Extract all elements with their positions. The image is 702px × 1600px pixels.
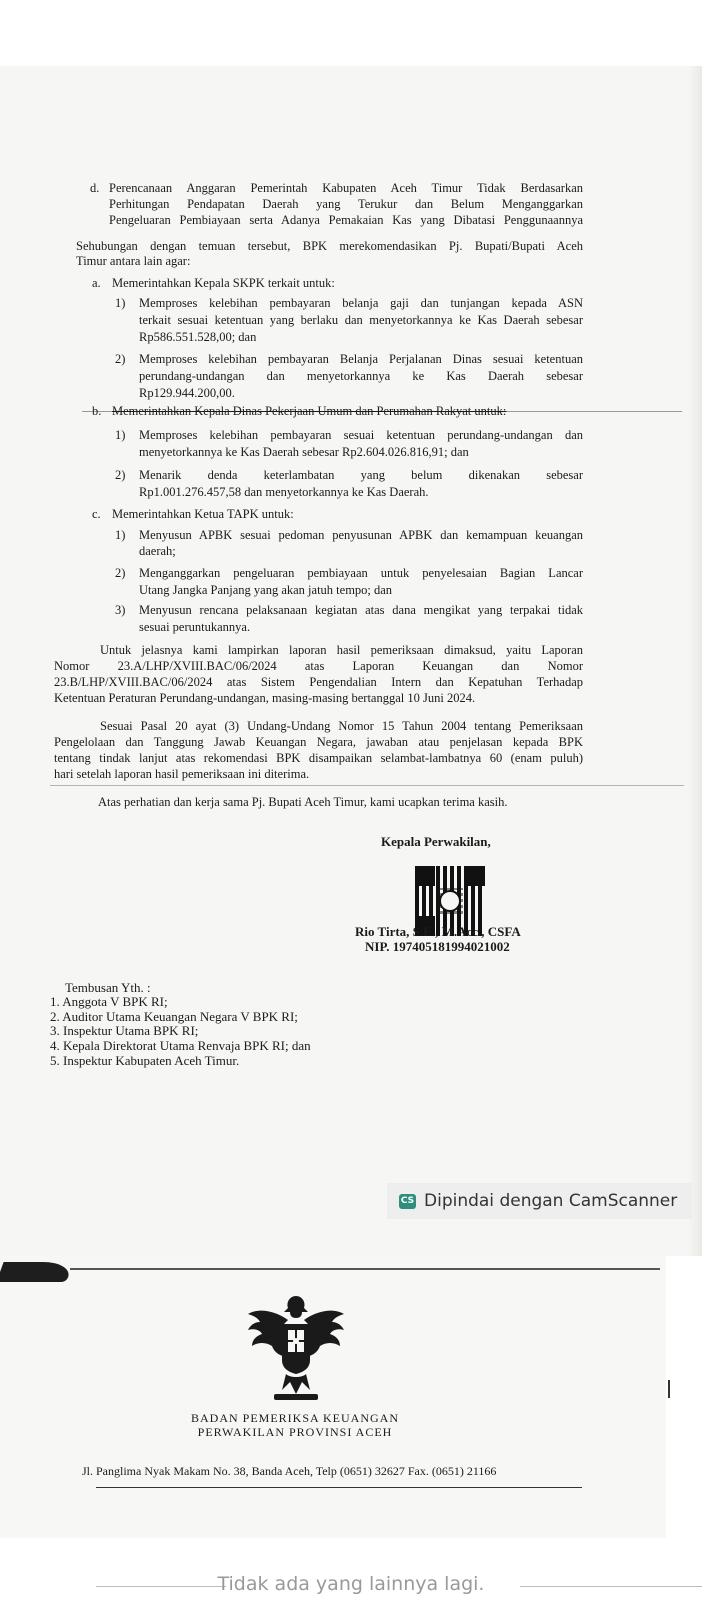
- camscanner-label: Dipindai dengan CamScanner: [424, 1191, 678, 1211]
- item-a1-line: Memproses kelebihan pembayaran belanja gaji dan tunjangan kepada ASN: [139, 296, 583, 310]
- item-b1-line: menyetorkannya ke Kas Daerah sebesar Rp2.604.026.816,91; dan: [139, 445, 469, 459]
- paragraph-law-line: hari setelah laporan hasil pemeriksaan ini diterima.: [54, 767, 310, 781]
- garuda-emblem-icon: [244, 1290, 348, 1402]
- item-c3-line: sesuai peruntukannya.: [139, 620, 251, 634]
- item-b2-line: Rp1.001.276.457,58 dan menyetorkannya ke Kas Daerah.: [139, 485, 429, 499]
- item-b1-num: 1): [115, 428, 126, 442]
- item-a2-line: perundang-undangan dan menyetorkannya ke Kas Daerah sebesar: [139, 369, 583, 383]
- paragraph-law-line: Pengelolaan dan Tanggung Jawab Keuangan Negara, jawaban atau penjelasan kepada BPK: [54, 735, 583, 749]
- item-b-label: b.: [92, 404, 102, 418]
- item-c2-line: Utang Jangka Panjang yang akan jatuh tempo; dan: [139, 583, 393, 597]
- item-a1-line: Rp586.551.528,00; dan: [139, 330, 257, 344]
- page-edge-shadow: [688, 66, 702, 1256]
- scan-edge-mark: [668, 1380, 670, 1398]
- item-a1-num: 1): [115, 296, 126, 310]
- letterhead-org-line1: BADAN PEMERIKSA KEUANGAN: [190, 1411, 399, 1425]
- paragraph-attachment-line: 23.B/LHP/XVIII.BAC/06/2024 atas Sistem Pengendalian Intern dan Kepatuhan Terhadap: [54, 675, 583, 689]
- paragraph-attachment-line: Untuk jelasnya kami lampirkan laporan hasil pemeriksaan dimaksud, yaitu Laporan: [100, 643, 583, 657]
- item-a2-num: 2): [115, 352, 126, 366]
- item-b1-line: Memproses kelebihan pembayaran sesuai ketentuan perundang-undangan dan: [139, 428, 583, 442]
- item-c2-num: 2): [115, 566, 126, 580]
- item-d-line: Perencanaan Anggaran Pemerintah Kabupaten Aceh Timur Tidak Berdasarkan: [109, 181, 583, 195]
- item-a1-line: terkait sesuai ketentuan yang berlaku dan menyetorkannya ke Kas Daerah sebesar: [139, 313, 583, 327]
- item-a2-line: Rp129.944.200,00.: [139, 386, 235, 400]
- signatory-nip: NIP. 197405181994021002: [365, 939, 510, 954]
- paragraph-attachment-line: Nomor 23.A/LHP/XVIII.BAC/06/2024 atas Laporan Keuangan dan Nomor: [54, 659, 583, 673]
- cc-item: 3. Inspektur Utama BPK RI;: [50, 1023, 199, 1038]
- recommendation-intro: Sehubungan dengan temuan tersebut, BPK merekomendasikan Pj. Bupati/Bupati Aceh: [76, 239, 583, 253]
- letterhead-address: Jl. Panglima Nyak Makam No. 38, Banda Aceh, Telp (0651) 32627 Fax. (0651) 21166: [82, 1464, 497, 1478]
- letterhead-org-line2: PERWAKILAN PROVINSI ACEH: [197, 1425, 393, 1439]
- signatory-name: Rio Tirta, S.E., M.Acc., CSFA: [355, 924, 521, 939]
- paragraph-attachment-line: Ketentuan Peraturan Perundang-undangan, masing-masing bertanggal 10 Juni 2024.: [54, 691, 476, 705]
- item-a2-line: Memproses kelebihan pembayaran Belanja Perjalanan Dinas sesuai ketentuan: [139, 352, 583, 366]
- cc-item: 5. Inspektur Kabupaten Aceh Timur.: [50, 1053, 240, 1068]
- item-b-text: Memerintahkan Kepala Dinas Pekerjaan Umum dan Perumahan Rakyat untuk:: [112, 404, 507, 418]
- camscanner-watermark: [387, 1183, 692, 1219]
- camscanner-logo-icon: CS: [399, 1194, 416, 1209]
- item-d-label: d.: [90, 181, 100, 195]
- item-c1-line: Menyusun APBK sesuai pedoman penyusunan APBK dan kemampuan keuangan: [139, 528, 583, 542]
- letterhead-underline: [96, 1487, 582, 1488]
- item-b2-line: Menarik denda keterlambatan yang belum dikenakan sebesar: [139, 468, 583, 482]
- item-b2-num: 2): [115, 468, 126, 482]
- scan-fold-line: [70, 1268, 660, 1270]
- end-of-document-label: Tidak ada yang lainnya lagi.: [217, 1573, 485, 1595]
- item-a-text: Memerintahkan Kepala SKPK terkait untuk:: [112, 276, 335, 290]
- signature-title: Kepala Perwakilan,: [381, 834, 491, 849]
- scan-fold-line: [50, 785, 684, 786]
- item-c3-num: 3): [115, 603, 126, 617]
- item-d-line: Perhitungan Pendapatan Daerah yang Terukur dan Belum Menganggarkan: [109, 197, 583, 211]
- item-c-label: c.: [92, 507, 101, 521]
- paragraph-law-line: Sesuai Pasal 20 ayat (3) Undang-Undang Nomor 15 Tahun 2004 tentang Pemeriksaan: [100, 719, 583, 733]
- item-d-line: Pengeluaran Pembiayaan serta Adanya Pemakaian Kas yang Dibatasi Penggunaannya: [109, 213, 583, 227]
- cc-item: 1. Anggota V BPK RI;: [50, 994, 168, 1009]
- closing-sentence: Atas perhatian dan kerja sama Pj. Bupati Aceh Timur, kami ucapkan terima kasih.: [98, 795, 508, 809]
- item-c1-line: daerah;: [139, 544, 176, 558]
- item-a-label: a.: [92, 276, 101, 290]
- item-c1-num: 1): [115, 528, 126, 542]
- cc-heading: Tembusan Yth. :: [65, 980, 151, 995]
- item-c-text: Memerintahkan Ketua TAPK untuk:: [112, 507, 294, 521]
- cc-item: 2. Auditor Utama Keuangan Negara V BPK RI;: [50, 1009, 298, 1024]
- item-c3-line: Menyusun rencana pelaksanaan kegiatan atas dana mengikat yang terpakai tidak: [139, 603, 583, 617]
- cc-item: 4. Kepala Direktorat Utama Renvaja BPK RI; dan: [50, 1038, 311, 1053]
- recommendation-intro: Timur antara lain agar:: [76, 254, 191, 268]
- paragraph-law-line: tentang tindak lanjut atas rekomendasi BPK disampaikan selambat-lambatnya 60 (enam puluh): [54, 751, 583, 765]
- item-c2-line: Menganggarkan pengeluaran pembiayaan untuk penyelesaian Bagian Lancar: [139, 566, 583, 580]
